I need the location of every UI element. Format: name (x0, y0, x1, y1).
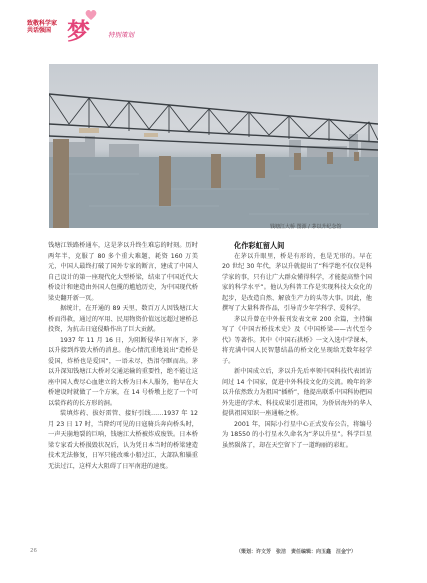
paragraph: 装填炸药、拔好雷管、接好引线……1937 年 12 月 23 日 17 时，当降约可见的日寇骑兵奔向桥头时，一声天崩地裂的巨响，钱塘江大桥被炸成废铁。日本桥梁专家看大桥损毁状况后，认为凭日本当时的桥梁建造技术无法修复，日军只能改乘小船过江，大部队和辎重无法过江，这样大大阻碍了日军南进的速度。 (48, 410, 198, 470)
paragraph: 1937 年 11 月 16 日，为阻断侵华日军南下，茅以升接到炸毁大桥的消息。他心情沉重地说出“造桥是爱国，炸桥也是爱国”，一语未尽，热泪夺眶而出。茅以升深知钱塘江大桥对交通运输的重要性，绝不能让这座中国人费尽心血建立的大桥为日本人服务，他早在大桥建设时就做了一个方案，在 14 号桥墩上挖了一个可以装炸药的长方形的洞。 (48, 336, 198, 407)
photo-caption: 钱塘江大桥 图源 / 茅以升纪念馆 (270, 224, 342, 230)
page-number: 26 (30, 548, 37, 554)
bridge-photo (49, 64, 378, 228)
editor-credits: （策划：许文芳 张洁 责任编辑：向玉鑫 汪金宁） (236, 549, 357, 555)
paragraph: 新中国成立后，茅以升先后率领中国科技代表团访问过 14 个国家，促进中外科技文化的交流。晚年的茅以升依然致力为祖国“插桥”，他提出联系中国科协把国外先进的学术、科技成果引进祖国，为侨居海外的华人提供祖国知识一座通畅之桥。 (222, 368, 372, 417)
section-heading: 化作彩虹留人间 (234, 241, 285, 250)
paragraph: 在茅以升眼里，桥是有形的，也是无形的。早在 20 世纪 30 年代，茅以升就提出了“科学绝不仅仅是科学家的事，只有让广大群众懂得科学，才能提高整个国家的科学水平”。他认为科普工作是实现科技大众化的起步，是改造自然、解放生产力的头等大事。因此，他撰写了大量科普作品，引导青少年学科学、爱科学。 (222, 252, 372, 312)
paragraph: 据统计，在开通的 89 天里，数百万人因钱塘江大桥而得救，通过的军用、民用物资价值远远超过建桥总投资，为抗击日寇侵略作出了巨大贡献。 (48, 305, 198, 333)
page-header (0, 0, 427, 52)
left-column (48, 241, 198, 472)
column-dream-character: 梦 (67, 18, 90, 45)
column-tagline: 致敬科学家 共话强国 (27, 20, 58, 34)
column-title: 特别策划 (108, 31, 134, 39)
heart-icon (84, 9, 98, 21)
paragraph: 钱塘江铁路桥通车，这是茅以升终生难忘的时刻。历时两年半，克服了 80 多个重大难题，耗资 160 万美元，中国人最终打破了国外专家的断言，建成了中国人自己设计的第一座现代化大型桥梁，结束了中国近代大桥设计和建造由外国人包揽的尴尬历史，为中国现代桥梁史翻开新一页。 (48, 242, 198, 302)
paragraph: 茅以升曾在中外报刊发表文章 200 余篇，主持编写了《中国古桥技术史》及《中国桥梁——古代至今代》等著作。其中《中国石拱桥》一文入选中学课本，将充满中国人民智慧结晶的桥文化呈现给无数年轻学子。 (222, 315, 372, 365)
right-column (222, 241, 372, 451)
bridge-illustration (49, 64, 378, 228)
paragraph: 2001 年，国际小行星中心正式发布公告，将编号为 18550 的小行星永久命名为“茅以升星”。科学巨星虽然陨落了，却在天空留下了一道绚丽的彩虹。 (222, 420, 372, 449)
